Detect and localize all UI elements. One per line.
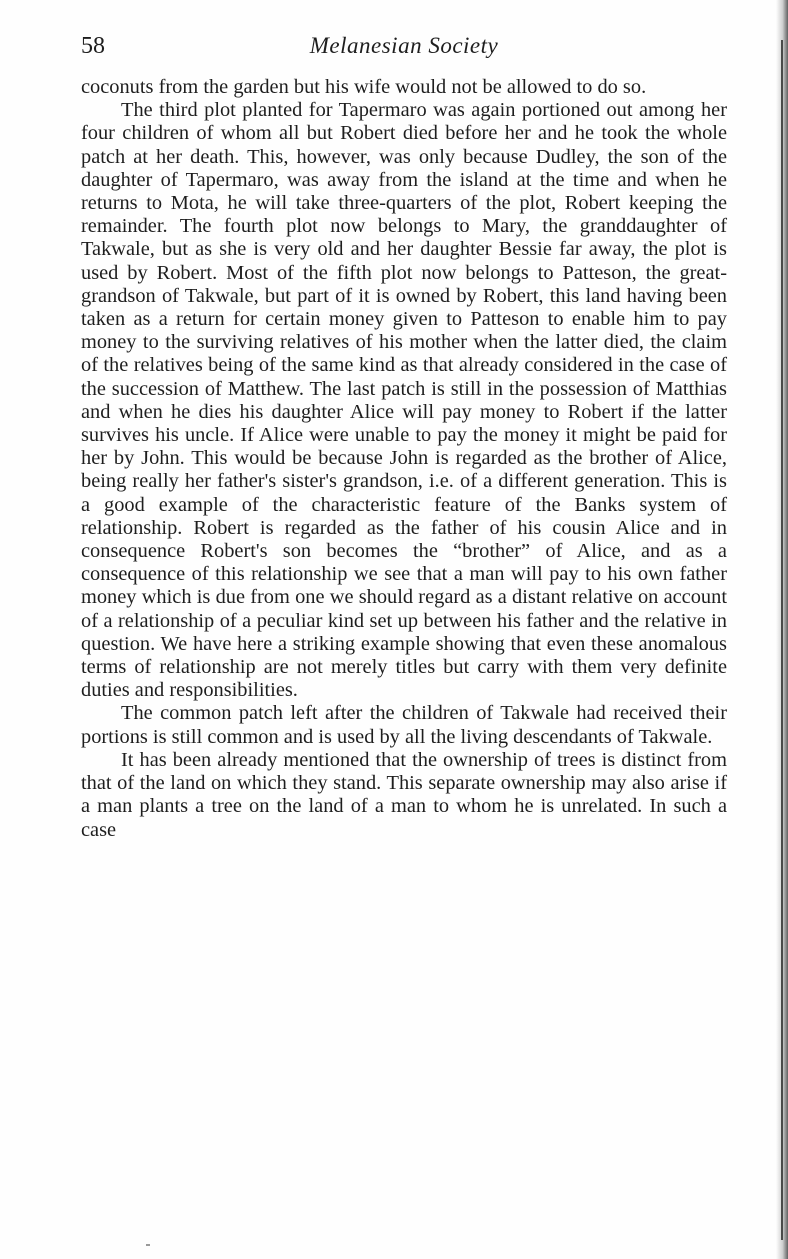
body-text	[81, 76, 727, 842]
paragraph-common-patch: The common patch left after the children of Takwale had received their portions is still common and is used by all the living descendants of Takwale.	[81, 702, 727, 748]
page-number: 58	[81, 33, 105, 59]
bottom-mark	[146, 1244, 150, 1246]
page-edge-line	[781, 40, 783, 1240]
running-title: Melanesian Society	[309, 33, 499, 58]
paragraph-tree-ownership: It has been already mentioned that the ownership of trees is distinct from that of the land on which they stand. This separate ownership may also arise if a man plants a tree on the land of a man to whom he is unrelated. In such a case	[81, 748, 727, 841]
paragraph-continuation: coconuts from the garden but his wife would not be allowed to do so.	[81, 76, 647, 98]
running-head	[81, 30, 727, 62]
paragraph-third-plot: The third plot planted for Tapermaro was again portioned out among her four children of whom all but Robert died before her and he took the whole patch at her death. This, however, was only because Dudley, the son of the daughter of Tapermaro, was away from the island at the time and when he returns to Mota, he will take three-quarters of the plot, Robert keeping the remainder. The fourth plot now belongs to Mary, the granddaughter of Takwale, but as she is very old and her daughter Bessie far away, the plot is used by Robert. Most of the fifth plot now belongs to Patteson, the great-grandson of Takwale, but part of it is owned by Robert, this land having been taken as a return for certain money given to Patteson to enable him to pay money to the surviving relatives of his mother when the latter died, the claim of the relatives being of the same kind as that already considered in the case of the succession of Matthew. The last patch is still in the possession of Matthias and when he dies his daughter Alice will pay money to Robert if the latter survives his uncle. If Alice were unable to pay the money it might be paid for her by John. This would be because John is regarded as the brother of Alice, being really her father's sister's grandson, i.e. of a different generation. This is a good example of the characteristic feature of the Banks system of relationship. Robert is regarded as the father of his cousin Alice and in consequence Robert's son becomes the “brother” of Alice, and as a consequence of this relationship we see that a man will pay to his own father money which is due from one we should regard as a distant relative on account of a relationship of a peculiar kind set up between his father and the relative in question. We have here a striking example showing that even these anomalous terms of relationship are not merely titles but carry with them very definite duties and responsibilities.	[81, 99, 727, 702]
